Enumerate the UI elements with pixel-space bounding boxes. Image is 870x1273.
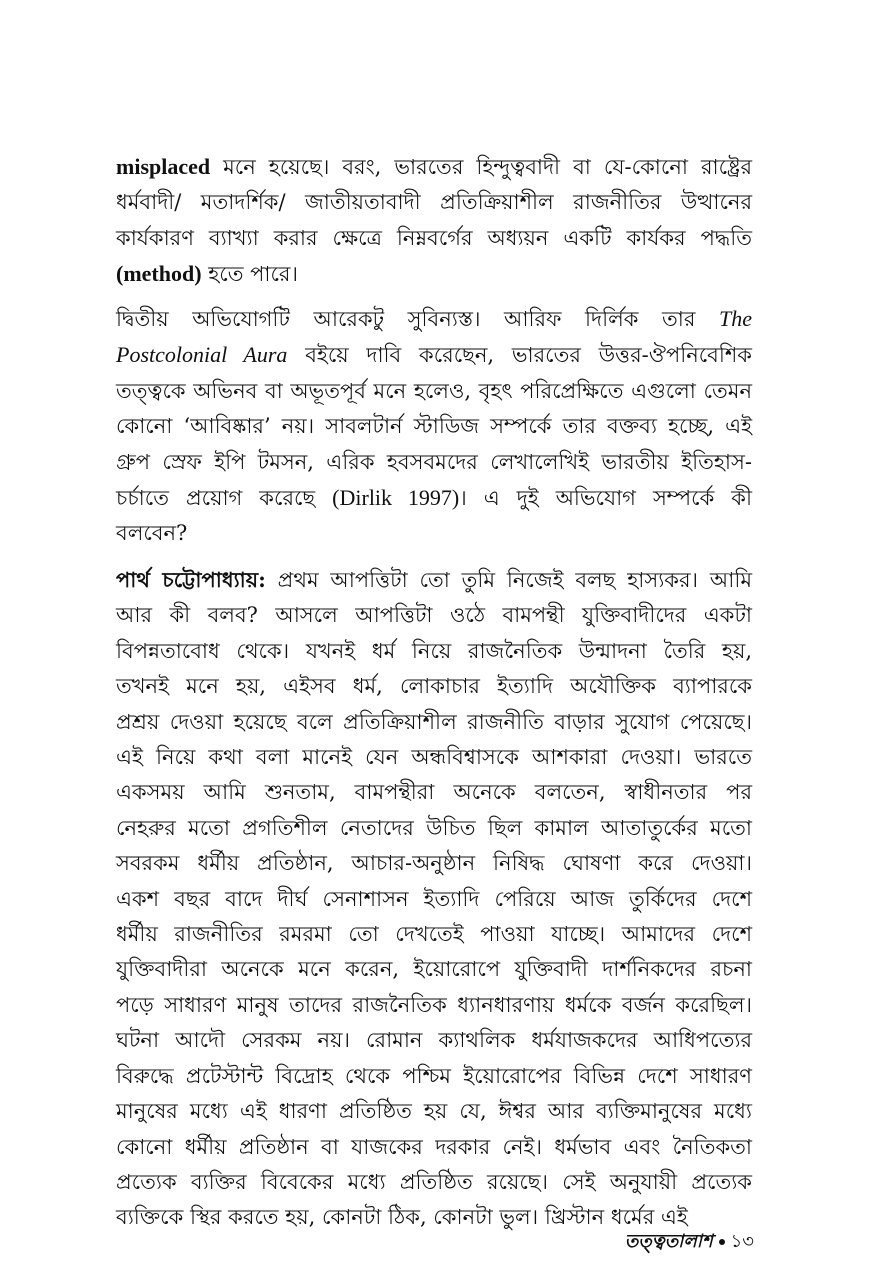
text-run: প্রশ্রয় দেওয়া হয়েছে বলে প্রতিক্রিয়াশীল রাজনীতি বাড়ার সুযোগ পেয়েছে। [116, 709, 752, 734]
text-run: কোনো ‘আবিষ্কার’ নয়। সাবলটার্ন স্টাডিজ সম্পর্কে তার বক্তব্য হচ্ছে, এই [116, 414, 752, 439]
text-line [116, 409, 752, 444]
text-line [116, 374, 752, 409]
text-run: তখনই মনে হয়, এইসব ধর্ম, লোকাচার ইত্যাদি অযৌক্তিক ব্যাপারকে [116, 674, 752, 699]
text-run: চর্চাতে প্রয়োগ করেছে [116, 486, 333, 511]
latin-text-run: The [719, 306, 752, 331]
text-line [116, 952, 752, 987]
latin-text-run: misplaced [116, 154, 211, 179]
text-run: ধর্মবাদী/ মতাদর্শিক/ জাতীয়তাবাদী প্রতিক্রিয়াশীল রাজনীতির উত্থানের [116, 190, 752, 215]
text-run: সবরকম ধর্মীয় প্রতিষ্ঠান, আচার-অনুষ্ঠান নিষিদ্ধ ঘোষণা করে দেওয়া। [116, 851, 752, 876]
text-line [116, 480, 752, 516]
latin-text-run: (method) [116, 261, 202, 287]
text-line [116, 256, 752, 292]
text-run: বইয়ে দাবি করেছেন, ভারতের উত্তর-ঔপনিবেশিক [287, 343, 752, 368]
page-footer [625, 1230, 754, 1254]
text-run: একসময় আমি শুনতাম, বামপন্থীরা অনেকে বলতেন, স্বাধীনতার পর [116, 780, 752, 805]
text-line [116, 516, 752, 551]
text-line [116, 185, 752, 220]
text-line [116, 634, 752, 669]
text-run: মনে হয়েছে। বরং, ভারতের হিন্দুত্ববাদী বা যে-কোনো রাষ্ট্রের [210, 155, 752, 179]
text-line [116, 562, 752, 598]
text-run: বিরুদ্ধে প্রটেস্টান্ট বিদ্রোহ থেকে পশ্চিম ইয়োরোপের বিভিন্ন দেশে সাধারণ [116, 1063, 752, 1088]
text-line [116, 337, 752, 373]
text-line [116, 882, 752, 917]
text-line [116, 1165, 752, 1200]
text-run: তত্ত্বকে অভিনব বা অভূতপূর্ব মনে হলেও, বৃহৎ পরিপ্রেক্ষিতে এগুলো তেমন [116, 378, 752, 403]
text-run: কার্যকারণ ব্যাখ্যা করার ক্ষেত্রে নিম্নবর্গের অধ্যয়ন একটি কার্যকর পদ্ধতি [116, 225, 752, 250]
text-run: কোনো ধর্মীয় প্রতিষ্ঠান বা যাজকের দরকার নেই। ধর্মভাব এবং নৈতিকতা [116, 1134, 752, 1159]
text-line [116, 988, 752, 1023]
text-line [116, 301, 752, 337]
speaker-name: পার্থ চট্টোপাধ্যায়: [116, 567, 266, 592]
paragraph-1 [116, 149, 752, 293]
text-run: । এ দুই অভিযোগ সম্পর্কে কী [459, 486, 752, 511]
text-run: ঘটনা আদৌ সেরকম নয়। রোমান ক্যাথলিক ধর্মযাজকদের আধিপত্যের [116, 1028, 752, 1053]
text-run: মানুষের মধ্যে এই ধারণা প্রতিষ্ঠিত হয় যে, ঈশ্বর আর ব্যক্তিমানুষের মধ্যে [116, 1099, 752, 1124]
text-line [116, 1094, 752, 1129]
text-line [116, 811, 752, 846]
journal-name: তত্ত্বতালাশ [624, 1231, 713, 1252]
text-line [116, 221, 752, 256]
separator-dot-icon [719, 1239, 725, 1245]
text-run: নেহরুর মতো প্রগতিশীল নেতাদের উচিত ছিল কামাল আতাতুর্কের মতো [116, 815, 752, 840]
text-run: দ্বিতীয় অভিযোগটি আরেকটু সুবিন্যস্ত। আরিফ দির্লিক তার [116, 307, 719, 331]
text-run: প্রথম আপত্তিটা তো তুমি নিজেই বলছ হাস্যকর। আমি [265, 568, 752, 592]
text-line [116, 149, 752, 185]
text-run: যুক্তিবাদীরা অনেকে মনে করেন, ইয়োরোপে যুক্তিবাদী দার্শনিকদের রচনা [116, 957, 752, 982]
text-run: আর কী বলব? আসলে আপত্তিটা ওঠে বামপন্থী যুক্তিবাদীদের একটা [116, 603, 752, 628]
text-line [116, 705, 752, 740]
page-number: ১৩ [730, 1231, 754, 1252]
text-run: হতে পারে। [201, 262, 298, 287]
text-run: ব্যক্তিকে স্থির করতে হয়, কোনটা ঠিক, কোনটা ভুল। খ্রিস্টান ধর্মের এই [116, 1205, 688, 1230]
text-line [116, 1023, 752, 1058]
text-run: বিপন্নতাবোধ থেকে। যখনই ধর্ম নিয়ে রাজনৈতিক উন্মাদনা তৈরি হয়, [116, 638, 752, 663]
text-line [116, 775, 752, 810]
latin-text-run: (Dirlik 1997) [332, 485, 460, 511]
text-line [116, 445, 752, 480]
text-line [116, 740, 752, 775]
text-run: বলবেন? [116, 521, 188, 546]
text-line [116, 846, 752, 881]
text-run: গ্রুপ স্রেফ ইপি টমসন, এরিক হবসবমদের লেখালেখিই ভারতীয় ইতিহাস- [116, 449, 752, 474]
text-line [116, 669, 752, 704]
latin-text-run: Postcolonial Aura [116, 342, 288, 368]
text-run: এই নিয়ে কথা বলা মানেই যেন অন্ধবিশ্বাসকে আশকারা দেওয়া। ভারতে [116, 745, 752, 770]
text-line [116, 1130, 752, 1165]
paragraph-2 [116, 301, 752, 552]
text-line [116, 598, 752, 633]
text-run: প্রত্যেক ব্যক্তির বিবেকের মধ্যে প্রতিষ্ঠিত রয়েছে। সেই অনুযায়ী প্রত্যেক [116, 1169, 752, 1194]
text-run: ধর্মীয় রাজনীতির রমরমা তো দেখতেই পাওয়া যাচ্ছে। আমাদের দেশে [116, 922, 752, 947]
text-line [116, 1059, 752, 1094]
paragraph-3 [116, 562, 752, 1236]
text-line [116, 917, 752, 952]
text-run: একশ বছর বাদে দীর্ঘ সেনাশাসন ইত্যাদি পেরিয়ে আজ তুর্কিদের দেশে [116, 886, 752, 911]
text-run: পড়ে সাধারণ মানুষ তাদের রাজনৈতিক ধ্যানধারণায় ধর্মকে বর্জন করেছিল। [116, 992, 752, 1017]
